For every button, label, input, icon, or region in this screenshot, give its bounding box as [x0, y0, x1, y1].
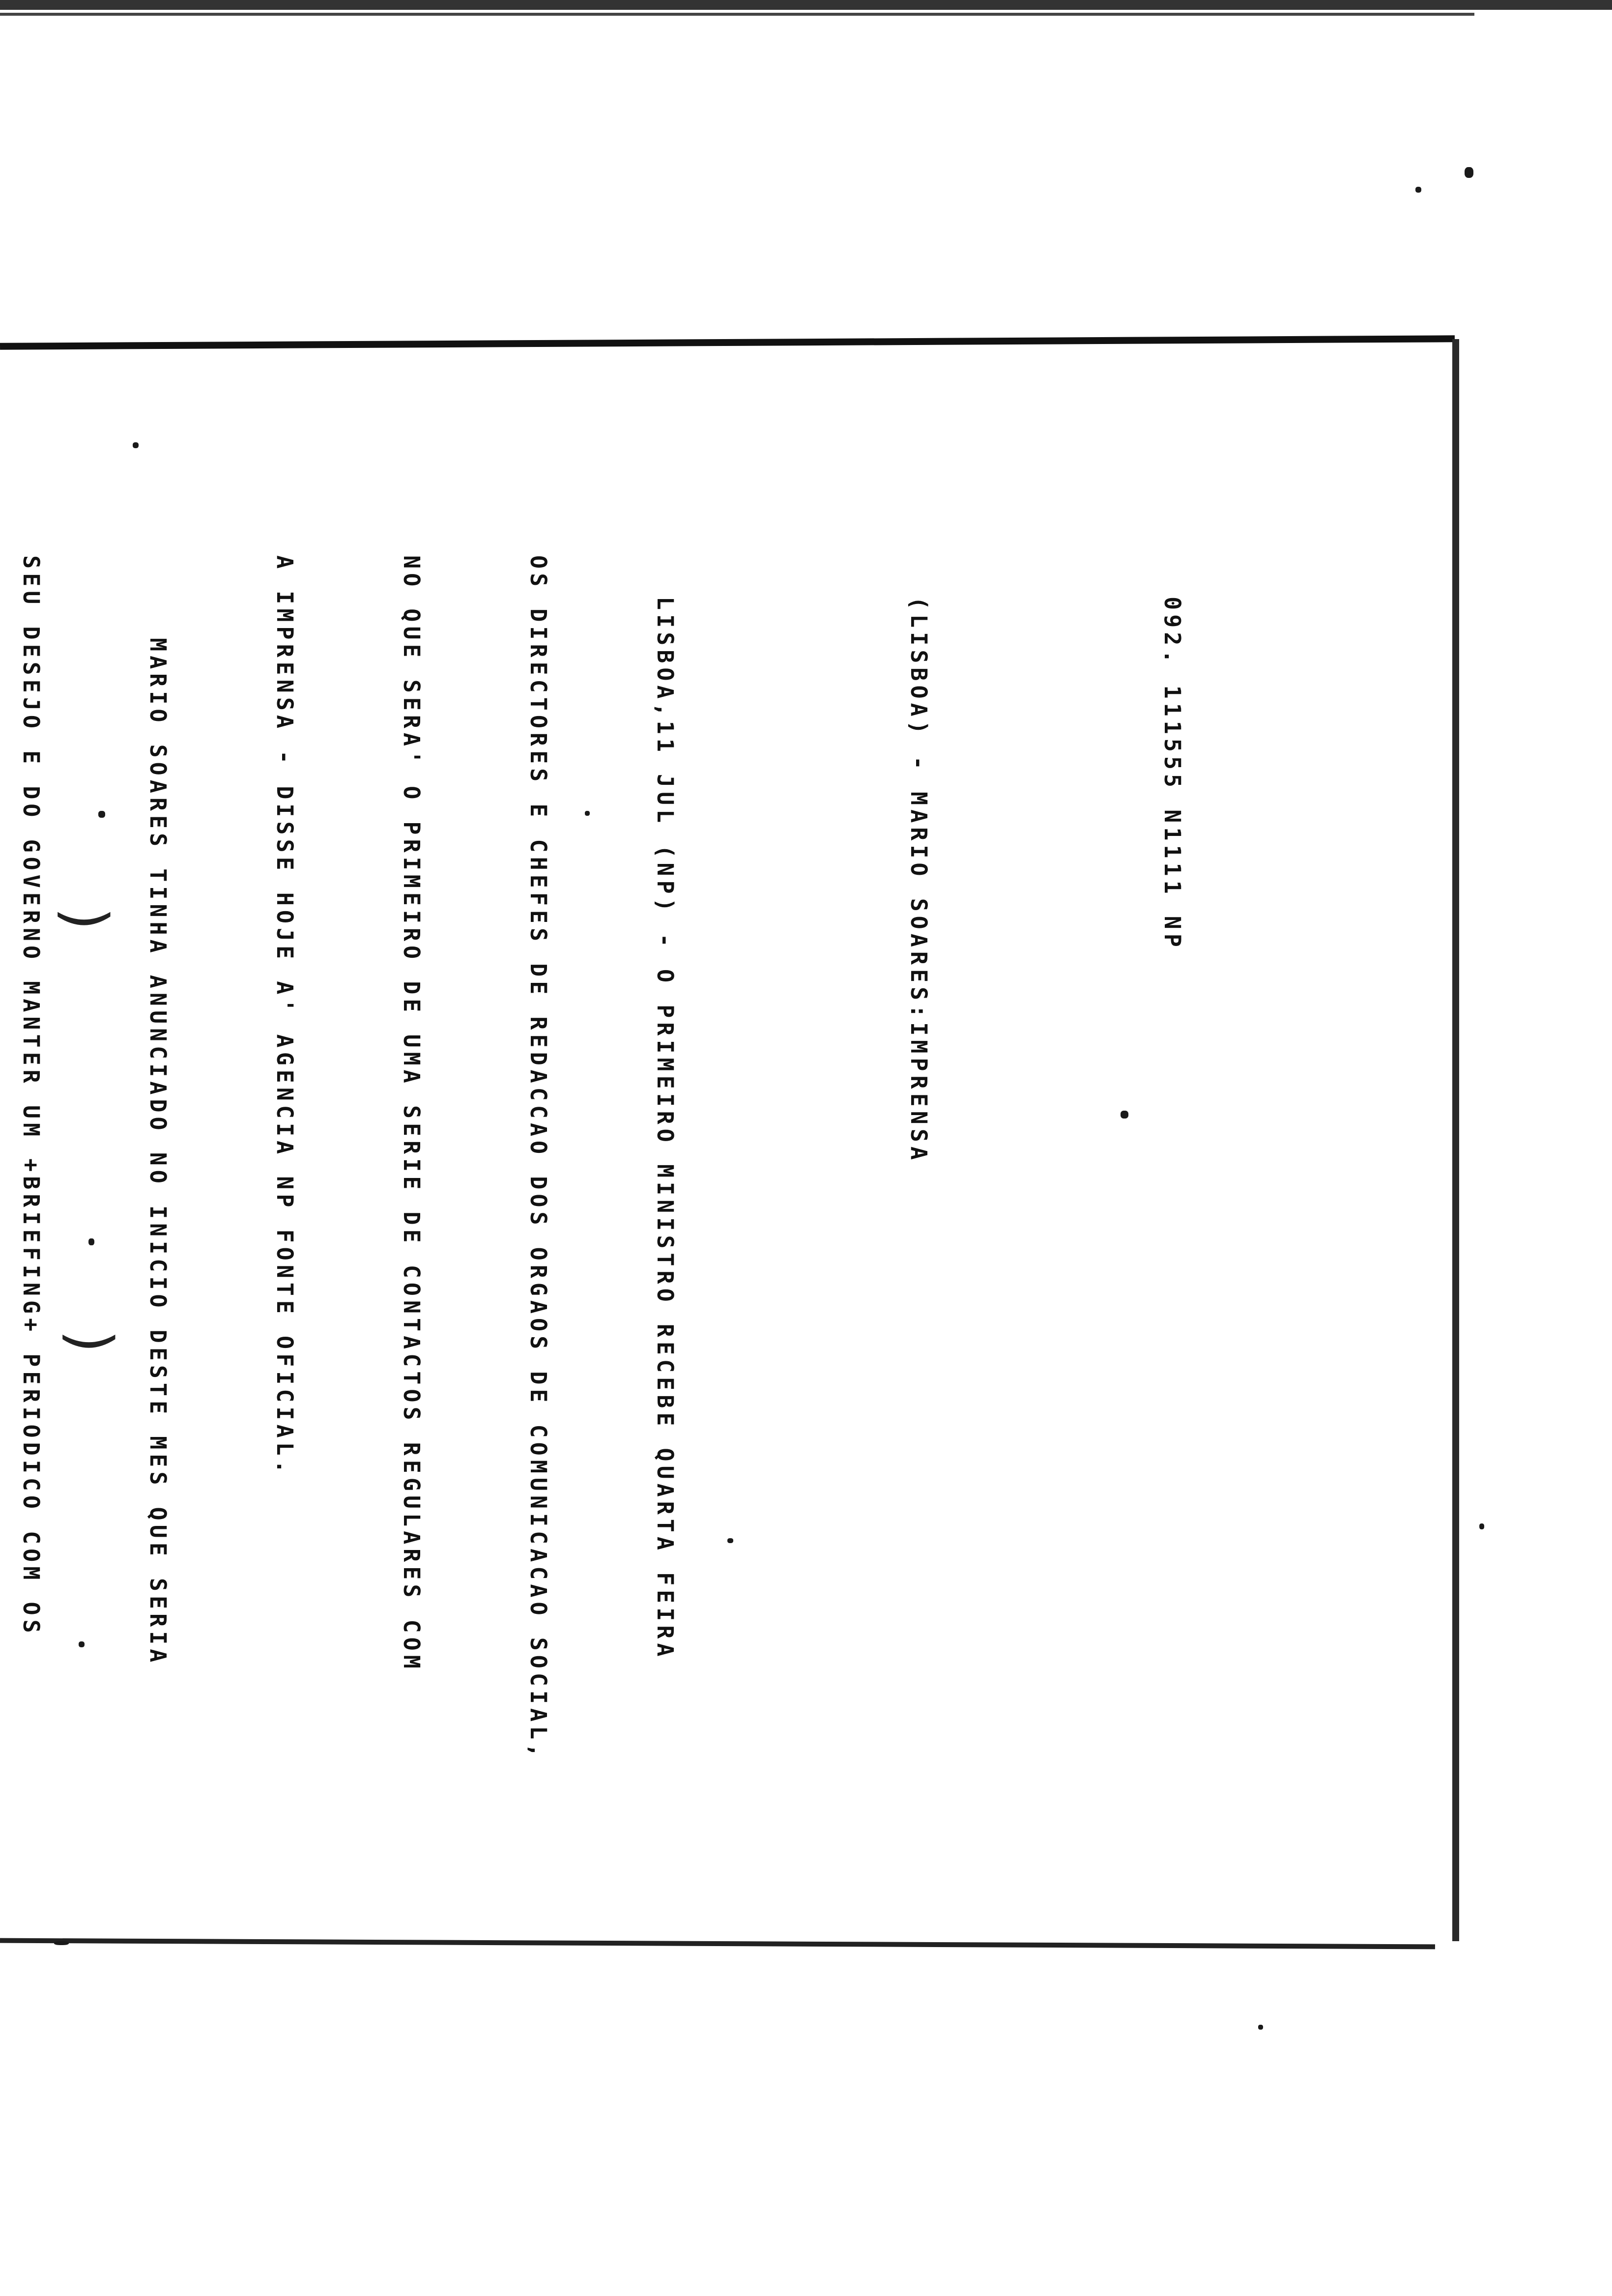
- scan-edge-top-line: [0, 13, 1474, 16]
- body-line: MARIO SOARES TINHA ANUNCIADO NO INICIO DESTE MES QUE SERIA: [145, 638, 171, 1667]
- scan-speck: [133, 442, 139, 448]
- body-line: OS DIRECTORES E CHEFES DE REDACCAO DOS ORGAOS DE COMUNICACAO SOCIAL,: [525, 555, 551, 1762]
- body-line: SEU DESEJO E DO GOVERNO MANTER UM +BRIEFING+ PERIODICO COM OS: [18, 555, 44, 1637]
- body-line: LISBOA,11 JUL (NP) - O PRIMEIRO MINISTRO RECEBE QUARTA FEIRA: [652, 597, 678, 1661]
- scan-speck: [1479, 1523, 1484, 1529]
- scan-speck: [1415, 187, 1421, 193]
- body-line: NO QUE SERA' O PRIMEIRO DE UMA SERIE DE CONTACTOS REGULARES COM: [399, 555, 425, 1673]
- scan-edge-top: [0, 0, 1612, 10]
- scan-speck: [1465, 167, 1473, 178]
- punch-hole-mark: ): [51, 907, 119, 930]
- teletype-dispatch: [0, 555, 1278, 1761]
- paper-edge-right: [1452, 339, 1459, 1941]
- dispatch-header: 092. 111555 N1111 NP: [1159, 597, 1185, 951]
- punch-hole-mark: ): [56, 1330, 124, 1353]
- dispatch-slug: (LISBOA) - MARIO SOARES:IMPRENSA: [906, 597, 932, 1164]
- scan-speck: [54, 1941, 69, 1945]
- paper-edge-bottom: [0, 1938, 1435, 1950]
- scan-speck: [1258, 2025, 1263, 2030]
- body-line: A IMPRENSA - DISSE HOJE A' AGENCIA NP FONTE OFICIAL.: [272, 555, 298, 1478]
- paper-edge-top: [0, 335, 1455, 349]
